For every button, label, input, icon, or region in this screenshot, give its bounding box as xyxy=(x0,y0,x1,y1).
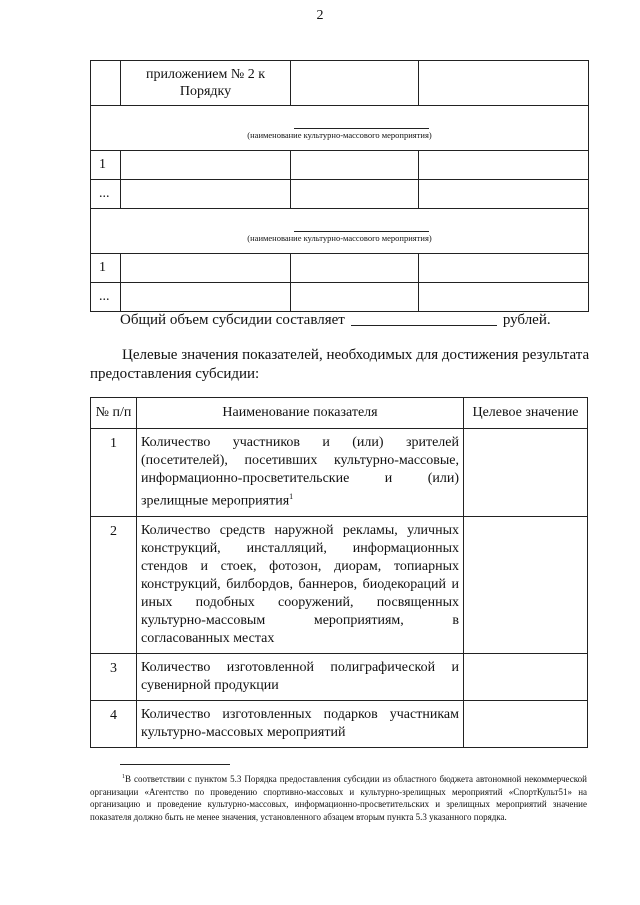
table-cell xyxy=(419,151,589,180)
table-cell xyxy=(291,254,419,283)
table-cell xyxy=(121,283,291,312)
table-row xyxy=(91,180,589,209)
table-header-row xyxy=(91,398,588,429)
header-number: № п/п xyxy=(91,398,137,429)
event-name-cell xyxy=(91,106,589,151)
table-row xyxy=(91,700,588,747)
event-name-cell xyxy=(91,209,589,254)
row-number: 1 xyxy=(91,151,121,180)
indicator-name: Количество средств наружной рекламы, уличных конструкций, инсталляций, информационных стендов и стоек, фотозон, диорам, топиарных конструкций, билбордов, баннеров, биодекораций и иных подобных сооружений, посвященных культурно-массовым мероприятиям, в согласованных местах xyxy=(137,516,464,653)
target-value-cell xyxy=(464,700,588,747)
events-table xyxy=(90,60,589,312)
table-cell xyxy=(291,61,419,106)
table-row xyxy=(91,516,588,653)
table-cell xyxy=(419,180,589,209)
indicator-text: Количество участников и (или) зрителей (посетителей), посетивших культурно-массовые, информационно-просветительские и (или) зрелищные мероприятия xyxy=(141,435,459,509)
blank-line xyxy=(294,128,429,129)
table-row xyxy=(91,254,589,283)
target-value-cell xyxy=(464,516,588,653)
table-row xyxy=(91,429,588,517)
indicators-intro xyxy=(90,346,590,384)
event-name-row xyxy=(91,106,589,151)
table-cell xyxy=(419,61,589,106)
row-number: 4 xyxy=(91,700,137,747)
row-number: 2 xyxy=(91,516,137,653)
event-name-caption: (наименование культурно-массового мероприятия) xyxy=(247,130,432,140)
subsidy-currency: рублей. xyxy=(502,312,551,328)
table-cell xyxy=(291,151,419,180)
table-row xyxy=(91,283,589,312)
table-row xyxy=(91,151,589,180)
table-cell xyxy=(419,283,589,312)
table-cell xyxy=(291,283,419,312)
footnote-number: 1 xyxy=(122,774,125,780)
indicator-name: Количество изготовленных подарков участникам культурно-массовых мероприятий xyxy=(137,700,464,747)
footnote-marker: 1 xyxy=(289,492,294,501)
subsidy-amount-blank xyxy=(351,325,497,326)
table-cell xyxy=(91,61,121,106)
table-row xyxy=(91,653,588,700)
indicators-table xyxy=(90,397,588,748)
subsidy-total-label: Общий объем субсидии составляет xyxy=(120,312,345,328)
indicator-name: Количество изготовленной полиграфической и сувенирной продукции xyxy=(137,653,464,700)
footnote-text: В соответствии с пунктом 5.3 Порядка предоставления субсидии из областного бюджета автономной некоммерческой организации «Агентство по проведению спортивно-массовых и культурно-зрелищных мероприятий «СпортКульт51» на организацию и проведение культурно-массовых, информационно-просветительских и зрелищных мероприятий значение показателя должно быть не менее значения, установленного абзацем вторым пункта 5.3 указанного порядка. xyxy=(90,774,587,822)
intro-paragraph: Целевые значения показателей, необходимых для достижения результата предоставления субсидии: xyxy=(90,347,590,382)
appendix-reference: приложением № 2 к Порядку xyxy=(121,61,291,106)
header-indicator-name: Наименование показателя xyxy=(137,398,464,429)
subsidy-total-line xyxy=(120,312,551,329)
blank-line xyxy=(294,231,429,232)
row-number: 1 xyxy=(91,429,137,517)
row-number: ... xyxy=(91,180,121,209)
footnote-separator xyxy=(120,764,230,765)
header-target-value: Целевое значение xyxy=(464,398,588,429)
target-value-cell xyxy=(464,429,588,517)
table-cell xyxy=(121,151,291,180)
row-number: 3 xyxy=(91,653,137,700)
indicator-name xyxy=(137,429,464,517)
table-row xyxy=(91,61,589,106)
table-cell xyxy=(419,254,589,283)
page-number: 2 xyxy=(316,8,324,23)
row-number: ... xyxy=(91,283,121,312)
table-cell xyxy=(121,254,291,283)
target-value-cell xyxy=(464,653,588,700)
row-number: 1 xyxy=(91,254,121,283)
event-name-caption: (наименование культурно-массового мероприятия) xyxy=(247,233,432,243)
footnote xyxy=(90,771,587,823)
event-name-row xyxy=(91,209,589,254)
table-cell xyxy=(121,180,291,209)
table-cell xyxy=(291,180,419,209)
